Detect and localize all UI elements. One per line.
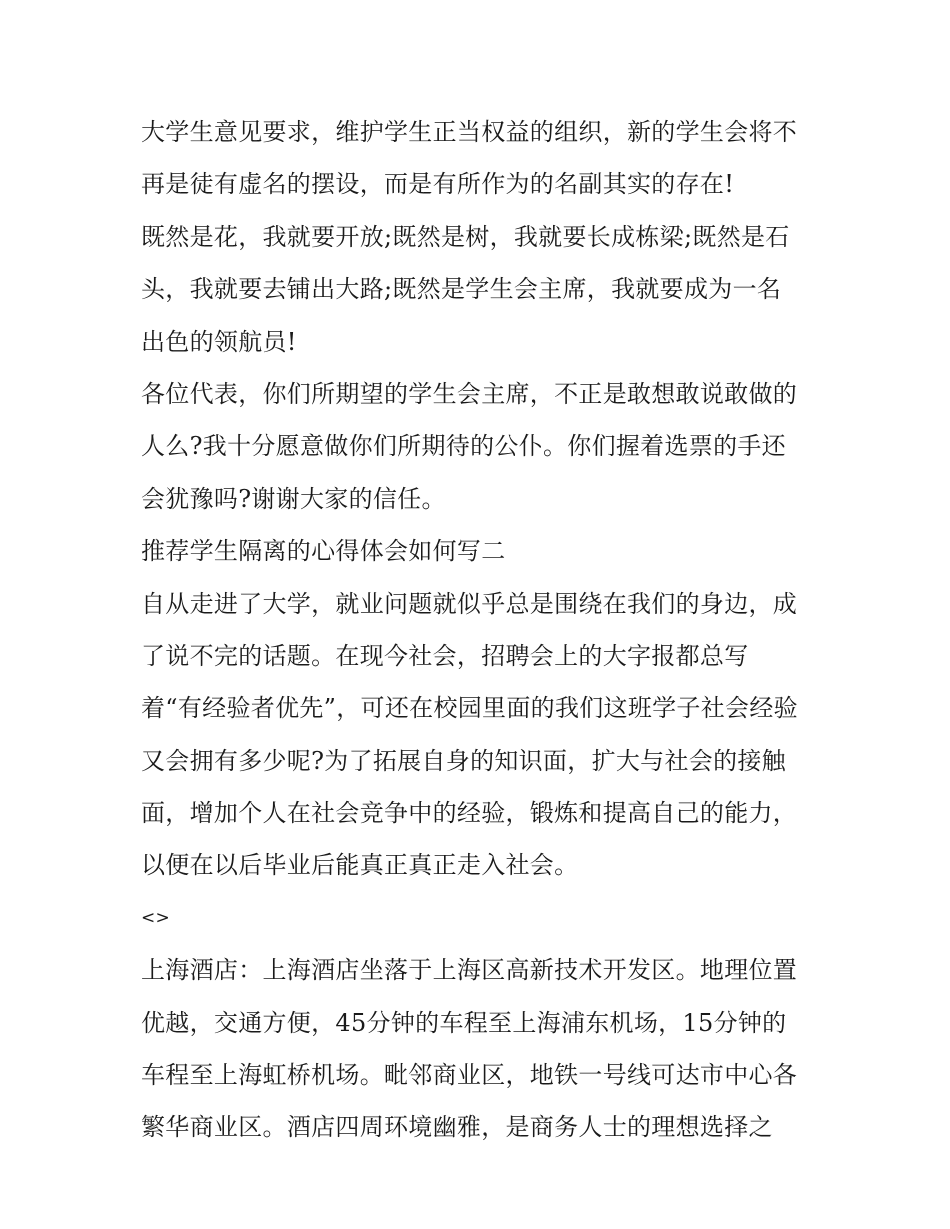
text-line: 会犹豫吗?谢谢大家的信任。 [141, 484, 446, 513]
text-line: 繁华商业区。酒店四周环境幽雅，是商务人士的理想选择之 [141, 1113, 773, 1142]
text-line: 头，我就要去铺出大路;既然是学生会主席，我就要成为一名 [141, 275, 782, 304]
text-line: 优越，交通方便，45分钟的车程至上海浦东机场，15分钟的 [141, 1008, 787, 1037]
text-line: 车程至上海虹桥机场。毗邻商业区，地铁一号线可达市中心各 [141, 1061, 798, 1090]
text-line: 出色的领航员! [141, 327, 297, 356]
section-heading: 推荐学生隔离的心得体会如何写二 [141, 537, 506, 566]
text-line: 再是徒有虚名的摆设，而是有所作为的名副其实的存在! [141, 170, 735, 199]
text-line: 了说不完的话题。在现今社会，招聘会上的大字报都总写 [141, 641, 749, 670]
text-line: 既然是花，我就要开放;既然是树，我就要长成栋梁;既然是石 [141, 222, 790, 251]
text-line: 上海酒店：上海酒店坐落于上海区高新技术开发区。地理位置 [141, 956, 798, 985]
text-line: 面，增加个人在社会竞争中的经验，锻炼和提高自己的能力， [141, 799, 798, 828]
placeholder-marker: <> [141, 907, 171, 928]
text-line: 以便在以后毕业后能真正真正走入社会。 [141, 851, 579, 880]
text-line: 自从走进了大学，就业问题就似乎总是围绕在我们的身边，成 [141, 589, 798, 618]
text-line: 大学生意见要求，维护学生正当权益的组织，新的学生会将不 [141, 118, 798, 146]
document-body [141, 106, 821, 1154]
text-line: 着“有经验者优先”，可还在校园里面的我们这班学子社会经验 [141, 694, 798, 723]
text-line: 各位代表，你们所期望的学生会主席，不正是敢想敢说敢做的 [141, 379, 798, 408]
text-line: 人么?我十分愿意做你们所期待的公仆。你们握着选票的手还 [141, 432, 786, 461]
text-line: 又会拥有多少呢?为了拓展自身的知识面，扩大与社会的接触 [141, 746, 786, 775]
